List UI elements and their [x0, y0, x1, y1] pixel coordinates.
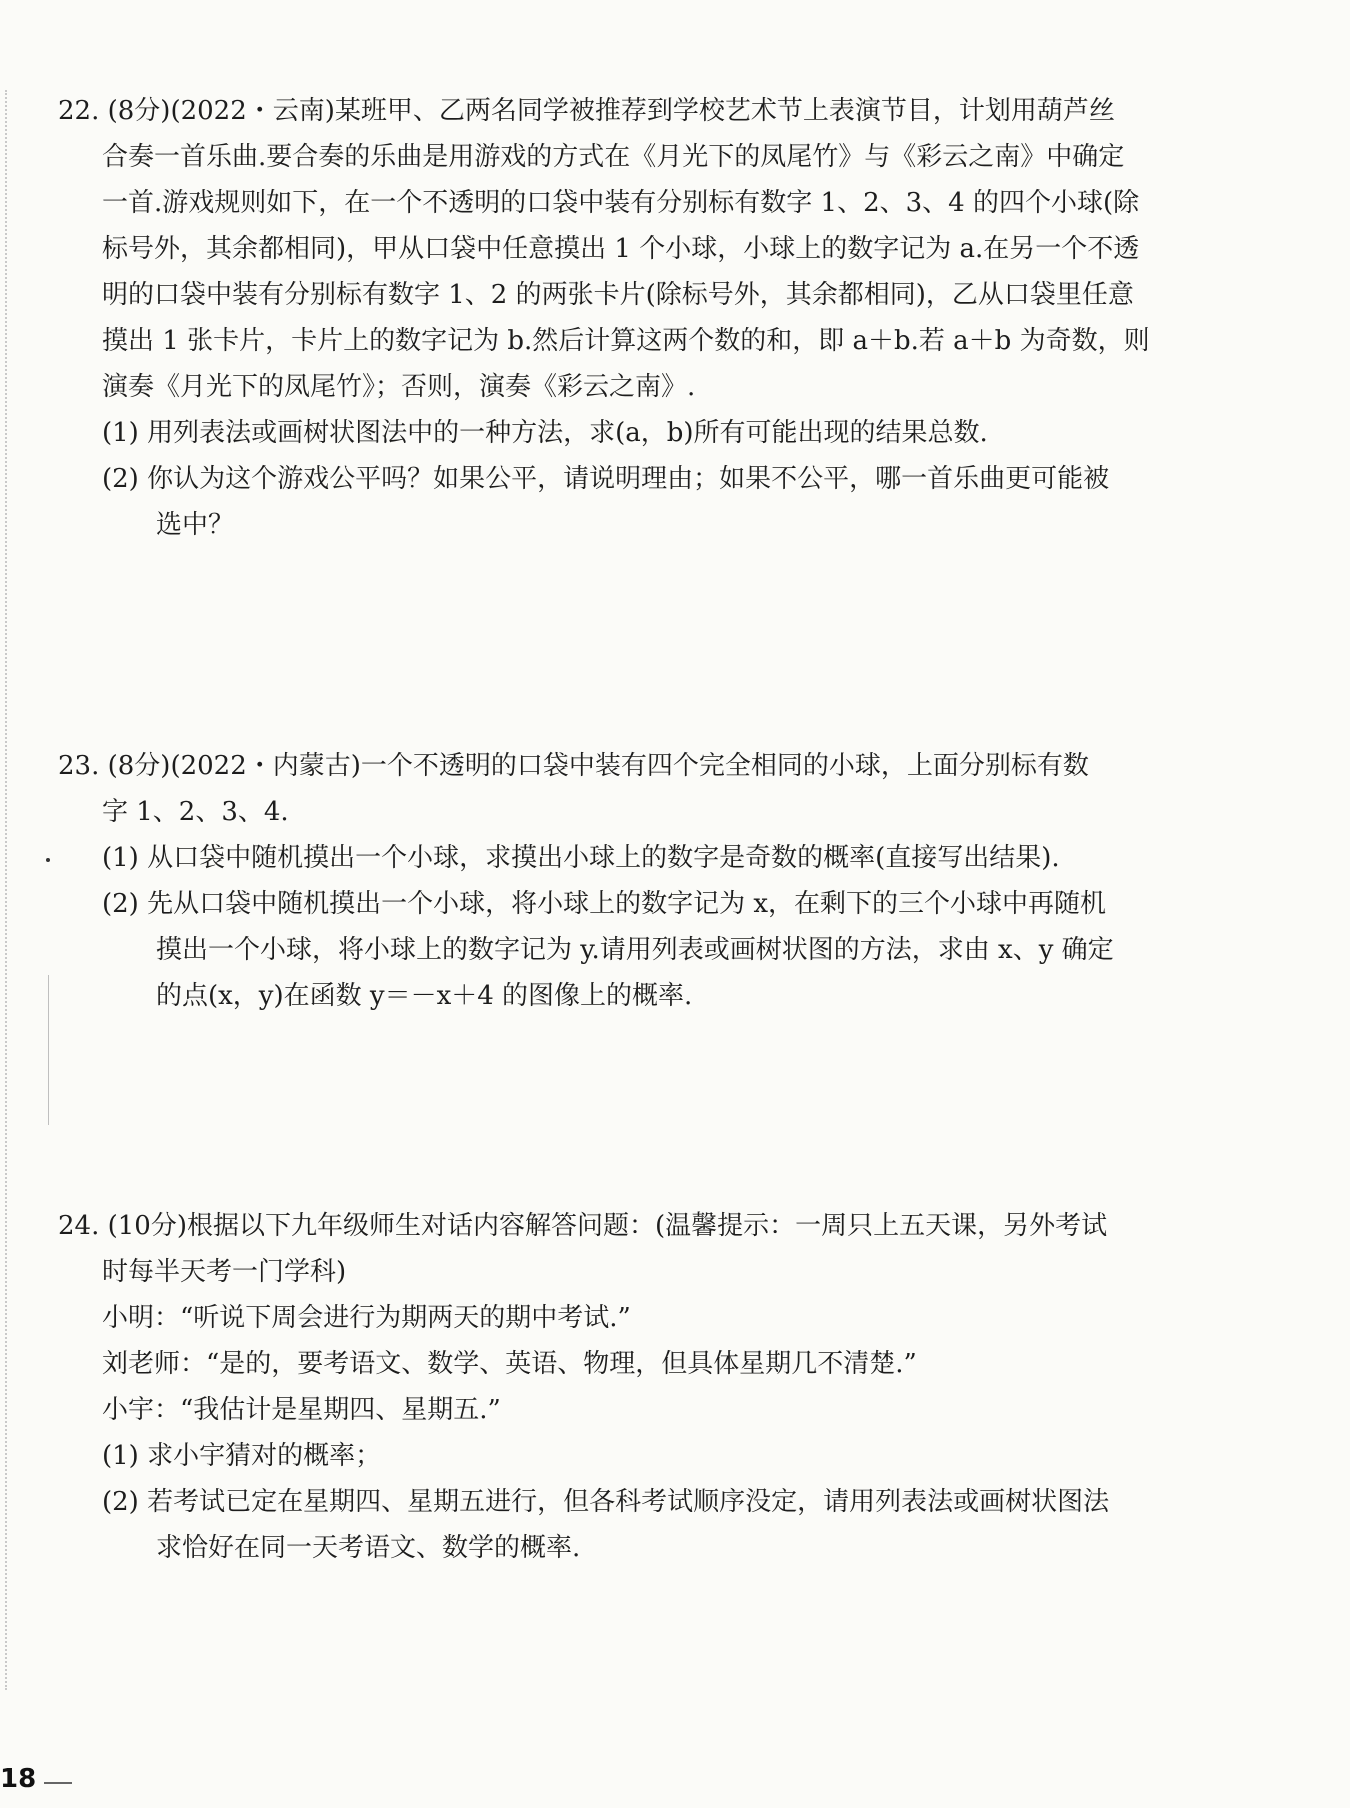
binding-margin-rule: [5, 90, 7, 1690]
question-23-part-1: (1) 从口袋中随机摸出一个小球，求摸出小球上的数字是奇数的概率(直接写出结果).: [102, 843, 1060, 873]
question-23: [58, 743, 1158, 1019]
question-22-part-2-continued: 选中？: [156, 510, 235, 540]
question-22-part-1: (1) 用列表法或画树状图法中的一种方法，求(a，b)所有可能出现的结果总数.: [102, 418, 988, 448]
dialog-xiaoming: 小明：“听说下周会进行为期两天的期中考试.”: [102, 1303, 631, 1333]
page-number: 18: [0, 1764, 37, 1794]
page-number-dash: [44, 1782, 72, 1784]
question-22-line: 22. (8分)(2022・云南)某班甲、乙两名同学被推荐到学校艺术节上表演节目，计划用葫芦丝: [58, 96, 1115, 126]
question-23-stem: 23. (8分)(2022・内蒙古)一个不透明的口袋中装有四个完全相同的小球，上面分别标有数: [58, 751, 1089, 781]
question-23-part-2-continued: 摸出一个小球，将小球上的数字记为 y.请用列表或画树状图的方法，求由 x、y 确定: [156, 935, 1114, 965]
question-22-part-2: (2) 你认为这个游戏公平吗？如果公平，请说明理由；如果不公平，哪一首乐曲更可能被: [102, 464, 1110, 494]
question-22-line: 摸出 1 张卡片，卡片上的数字记为 b.然后计算这两个数的和，即 a＋b.若 a＋b 为奇数，则: [102, 326, 1150, 356]
question-24-stem-continued: 时每半天考一门学科): [102, 1257, 347, 1287]
question-24-part-1: (1) 求小宇猜对的概率；: [102, 1441, 382, 1471]
question-22-line: 一首.游戏规则如下，在一个不透明的口袋中装有分别标有数字 1、2、3、4 的四个小球(除: [102, 188, 1140, 218]
question-22-line: 标号外，其余都相同)，甲从口袋中任意摸出 1 个小球，小球上的数字记为 a.在另一个不透: [102, 234, 1140, 264]
margin-mark: [48, 975, 49, 1125]
question-23-stem-continued: 字 1、2、3、4.: [102, 797, 289, 827]
question-22: [58, 88, 1158, 548]
question-22-line: 合奏一首乐曲.要合奏的乐曲是用游戏的方式在《月光下的凤尾竹》与《彩云之南》中确定: [102, 142, 1125, 172]
dialog-teacher-liu: 刘老师：“是的，要考语文、数学、英语、物理，但具体星期几不清楚.”: [102, 1349, 917, 1379]
question-22-line: 演奏《月光下的凤尾竹》；否则，演奏《彩云之南》.: [102, 372, 696, 402]
question-23-part-2: (2) 先从口袋中随机摸出一个小球，将小球上的数字记为 x，在剩下的三个小球中再随机: [102, 889, 1107, 919]
margin-speck: [46, 858, 50, 862]
question-23-part-2-continued: 的点(x，y)在函数 y＝－x＋4 的图像上的概率.: [156, 981, 693, 1011]
question-24: [58, 1203, 1158, 1571]
question-22-line: 明的口袋中装有分别标有数字 1、2 的两张卡片(除标号外，其余都相同)，乙从口袋里任意: [102, 280, 1134, 310]
dialog-xiaoyu: 小宇：“我估计是星期四、星期五.”: [102, 1395, 501, 1425]
question-24-part-2-continued: 求恰好在同一天考语文、数学的概率.: [156, 1533, 581, 1563]
question-24-stem: 24. (10分)根据以下九年级师生对话内容解答问题：(温馨提示：一周只上五天课，另外考试: [58, 1211, 1108, 1241]
question-24-part-2: (2) 若考试已定在星期四、星期五进行，但各科考试顺序没定，请用列表法或画树状图法: [102, 1487, 1110, 1517]
